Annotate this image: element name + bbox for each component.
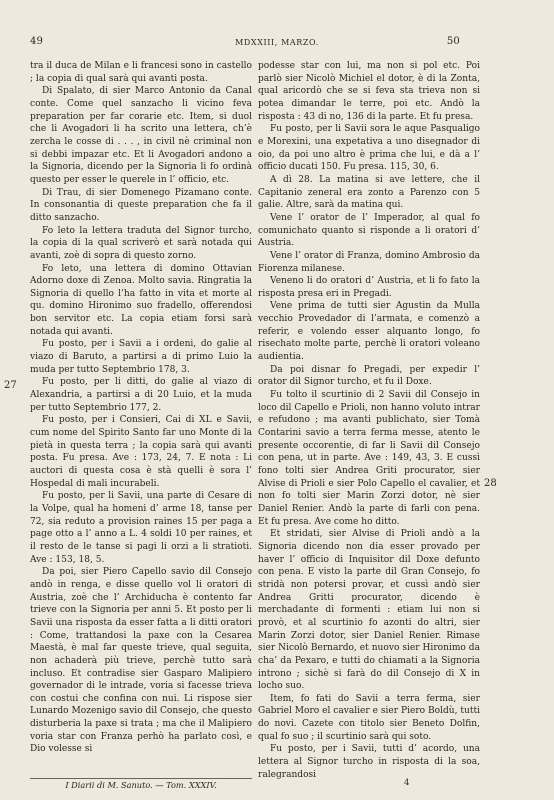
left-column <box>30 60 252 756</box>
paragraph: Da poi, sier Piero Capello savio dil Consejo andò in renga, e disse quello vol li oratori di Austria, zoè che l’ Archiducha è contento far trieve con la Signoria per anni 5. Et posto per li Savii una risposta da esser fatta a li ditti oratori : Come, trattandosi la paxe con la Cesarea Maestà, è mal far queste trieve, qual seguita, non achaderà più trieve, perchè tutto sarà incluso. Et contradise sier Gasparo Malipiero governador di le intrade, voria si facesse trieva con costui che confina con nui. Li rispose sier Lunardo Mozenigo savio dil Consejo, che questo disturberia la paxe si trata ; ma che il Malipiero voria star con Franza perhò ha parlato così, e Dio volesse si <box>30 567 252 755</box>
paragraph: Fu posto, per i Consieri, Cai di XL e Savii, cum nome del Spirito Santo far uno Monte di la pietà in questa terra ; la copia sarà qui avanti posta. Fu presa. Ave : 173, 24, 7. E nota : Li auctori di questa cosa è stà quelli è sora l’ Hospedal di mali incurabeli. <box>30 415 252 489</box>
paragraph: Fu posto, per i Savii, tutti d’ acordo, una lettera al Signor turcho in risposta di la soa, ralegrandosi <box>258 744 480 780</box>
paragraph: A dì 28. La matina si ave lettere, che il Capitanio zeneral era zonto a Parenzo con 5 galie. Altre, sarà da matina qui. <box>258 174 480 211</box>
paragraph: Fu posto, per li Savii sora le aque Pasqualigo e Morexini, una expetativa a uno disegnador di oio, da poi uno altro è prima che lui, e dà a l’ officio ducati 150. Fu presa. 115, 30, 6. <box>258 124 480 173</box>
paragraph: Di Trau, di sier Domenego Pizamano conte. In consonantia di queste preparation che fa il ditto sanzacho. <box>30 187 252 223</box>
paragraph: Fu posto, per li ditti, do galie al viazo di Alexandria, a partirsi a di 20 Luio, et la muda per tutto Septembrio 177, 2. <box>30 377 252 413</box>
right-column <box>258 60 480 781</box>
signature-mark: 4 <box>404 778 410 788</box>
paragraph: Vene l’ orator de l’ Imperador, al qual fo comunichato quanto si risponde a li oratori d’ Austria. <box>258 212 480 249</box>
paragraph: tra il duca de Milan e li francesi sono in castello ; la copia di qual sarà qui avanti posta. <box>30 61 252 84</box>
paragraph: Fu posto, per i Savii a i ordeni, do galie al viazo di Baruto, a partirsi a di primo Luio la muda per tutto Septembrio 178, 3. <box>30 339 252 375</box>
paragraph: Fu tolto il scurtinio di 2 Savii dil Consejo in loco dil Capello e Prioli, non hanno voluto intrar e refudono ; ma avanti publichato, sier Tomà Contarini savio a terra ferma messe, atento le presente occorentie, di far li Savii dil Consejo con pena, ut in parte. Ave : 149, 43, 3. E cussì fono tolti sier Andrea Griti procurator, sier Alvise di Prioli e sier Polo Capello el cavalier, et non fo tolti sier Marin Zorzi dotor, nè sier Daniel Renier. Andò la parte di farli con pena. Et fu presa. Ave come ho ditto. <box>258 390 480 527</box>
paragraph: Da poi disnar fo Pregadi, per expedir l’ orator dil Signor turcho, et fu il Doxe. <box>258 364 480 388</box>
paragraph: Item, fo fati do Savii a terra ferma, sier Gabriel Moro el cavalier e sier Piero Boldù, tutti do novi. Cazete con titolo sier Beneto Dolfin, qual fo suo ; il scurtinio sarà qui soto. <box>258 693 480 742</box>
paragraph: Fo leto la lettera traduta del Signor turcho, la copia di la qual scriverò et sarà notada qui avanti, zoè di sopra di questo zorno. <box>30 225 252 261</box>
running-header: MDXXIII, MARZO. <box>235 38 319 47</box>
page-number-right: 50 <box>446 36 460 47</box>
paragraph: podesse star con lui, ma non si pol etc. Poi parlò sier Nicolò Michiel el dotor, è di la Zonta, qual aricordò che se si feva sta trieva non si potea dimandar le terre, poi etc. Andò la risposta : 43 di no, 136 di la parte. Et fu presa. <box>258 61 480 122</box>
page-number-left: 49 <box>30 36 44 47</box>
paragraph: Vene prima de tutti sier Agustin da Mulla vecchio Provedador di l’armata, e comenzò a referir, e volendo esser alquanto longo, fo risechato molte parte, perchè li oratori voleano audientia. <box>258 301 480 363</box>
paragraph: Fu posto, per li Savii, una parte di Cesare di la Volpe, qual ha homeni d’ arme 18, tanse per 72, sia reduto a provision raines 15 per paga a page otto a l’ anno a L. 4 soldi 10 per raines, et il resto de le tanse si pagi li orzi a li stratioti. Ave : 153, 18, 5. <box>30 491 252 565</box>
margin-number-left: 27 <box>4 380 17 391</box>
footer-title: I Diarii di M. Sanuto. — Tom. XXXIV. <box>30 778 252 790</box>
paragraph: Veneno li do oratori d’ Austria, et li fo fato la risposta presa eri in Pregadi. <box>258 276 480 299</box>
paragraph: Vene l’ orator di Franza, domino Ambrosio da Fiorenza milanese. <box>258 250 480 274</box>
paragraph: Et stridati, sier Alvise di Prioli andò a la Signoria dicendo non dia esser provado per haver l’ officio di Inquisitor dil Doxe defunto con pena. E visto la parte dil Gran Consejo, fo stridà non potersi provar, et cussì andò sier Andrea Gritti procurator, dicendo è merchadante di formenti : etiam lui non si provò, et al scurtinio fo azonti do altri, sier Marin Zorzi dotor, sier Daniel Renier. Rimase sier Nicolò Bernardo, et nuovo sier Hironimo da cha’ da Pexaro, e tutti do chiamati a la Signoria introno ; sichè si farà do dil Consejo di X in locho suo. <box>258 529 480 692</box>
paragraph: Fo leto, una lettera di domino Ottavian Adorno doxe di Zenoa. Molto savia. Ringratia la Signoria di quello l’ha fatto in vita et morte al qu. domino Hironimo suo fradello, offerendosi bon servitor etc. La copia etiam forsi sarà notada qui avanti. <box>30 263 252 337</box>
paragraph: Di Spalato, di sier Marco Antonio da Canal conte. Come quel sanzacho li vicino feva preparation per far corarie etc. Item, si duol che li Avogadori li ha scrito una lettera, ch’è zercha le cosse di . . . , in civil nè criminal non si debbi impazar etc. Et li Avogadori andono a la Signoria, dicendo per la Signoria li fo ordinà questo per esser le querele in l’ officio, etc. <box>30 86 252 185</box>
margin-number-right: 28 <box>484 478 497 489</box>
